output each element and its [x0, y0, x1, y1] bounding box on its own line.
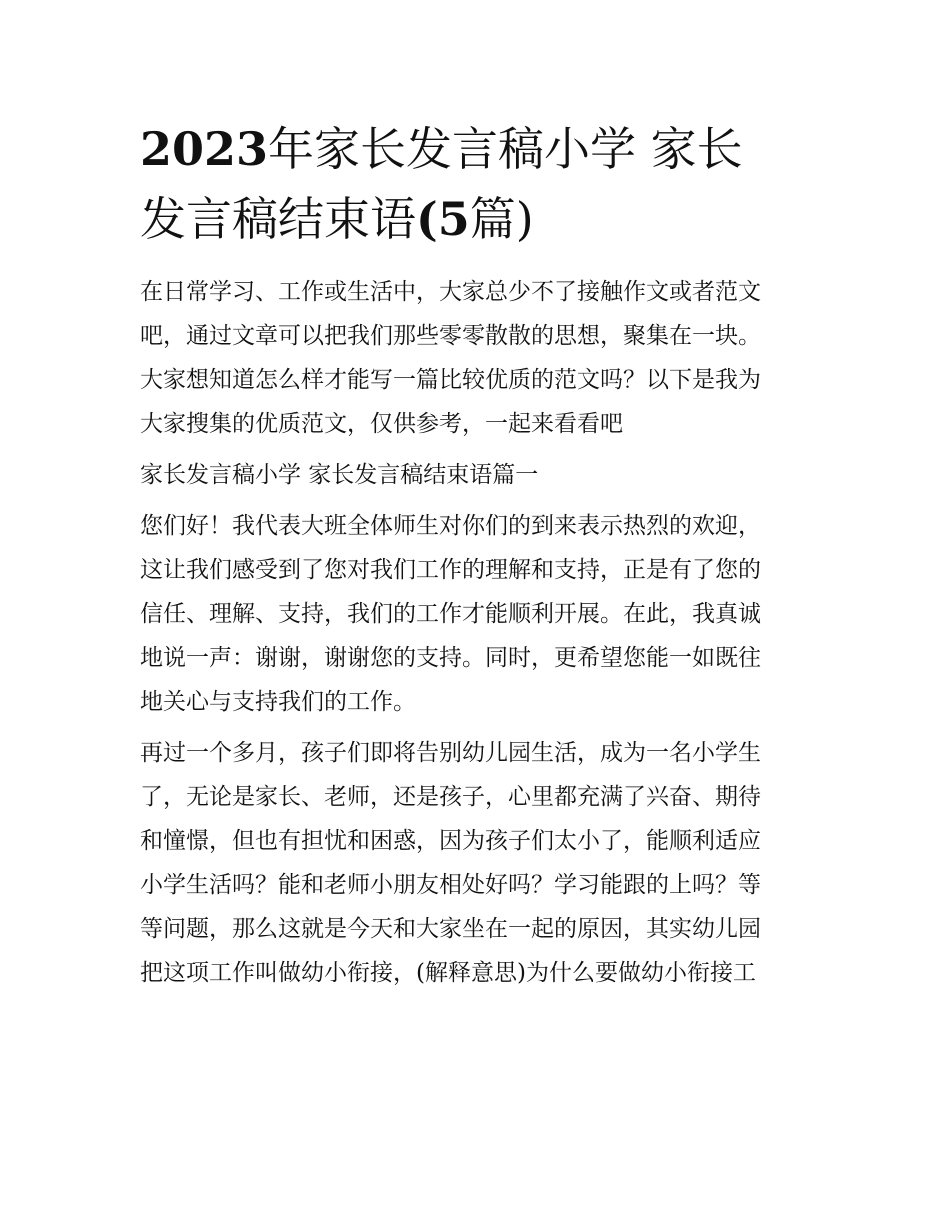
document-page	[140, 118, 815, 1002]
paragraph-1	[140, 504, 815, 724]
text-line: 这让我们感受到了您对我们工作的理解和支持，正是有了您的	[140, 557, 761, 583]
title-year: 2023	[140, 122, 269, 176]
text-line: 大家想知道怎么样才能写一篇比较优质的范文吗？以下是我为	[140, 367, 761, 393]
title-line-2-end: 篇)	[469, 192, 534, 246]
section-heading-text: 家长发言稿小学 家长发言稿结束语篇一	[140, 462, 539, 488]
text-line: 小学生活吗？能和老师小朋友相处好吗？学习能跟的上吗？等	[140, 872, 761, 898]
section-heading	[140, 453, 815, 497]
text-line: 了，无论是家长、老师，还是孩子，心里都充满了兴奋、期待	[140, 784, 761, 810]
text-line: 在日常学习、工作或生活中，大家总少不了接触作文或者范文	[140, 279, 761, 305]
title-line-1-text: 年家长发言稿小学 家长	[268, 122, 743, 176]
text-line: 把这项工作叫做幼小衔接，(解释意思)为什么要做幼小衔接工	[140, 960, 756, 986]
text-line: 大家搜集的优质范文，仅供参考，一起来看看吧	[140, 411, 623, 437]
text-line: 地说一声：谢谢，谢谢您的支持。同时，更希望您能一如既往	[140, 645, 761, 671]
text-line: 再过一个多月，孩子们即将告别幼儿园生活，成为一名小学生	[140, 740, 761, 766]
text-line: 您们好！我代表大班全体师生对你们的到来表示热烈的欢迎，	[140, 513, 761, 539]
text-line: 和憧憬，但也有担忧和困惑，因为孩子们太小了，能顺利适应	[140, 828, 761, 854]
title-line-2	[140, 188, 815, 250]
intro-paragraph	[140, 270, 815, 446]
text-line: 信任、理解、支持，我们的工作才能顺利开展。在此，我真诚	[140, 601, 761, 627]
paragraph-2	[140, 731, 815, 995]
document-body	[140, 270, 815, 995]
title-line-1	[140, 118, 815, 180]
text-line: 地关心与支持我们的工作。	[140, 689, 416, 715]
text-line: 吧，通过文章可以把我们那些零零散散的思想，聚集在一块。	[140, 323, 761, 349]
text-line: 等问题，那么这就是今天和大家坐在一起的原因，其实幼儿园	[140, 916, 761, 942]
document-title	[140, 118, 815, 250]
title-count: (5	[416, 192, 470, 246]
title-line-2-text: 发言稿结束语	[140, 192, 416, 246]
